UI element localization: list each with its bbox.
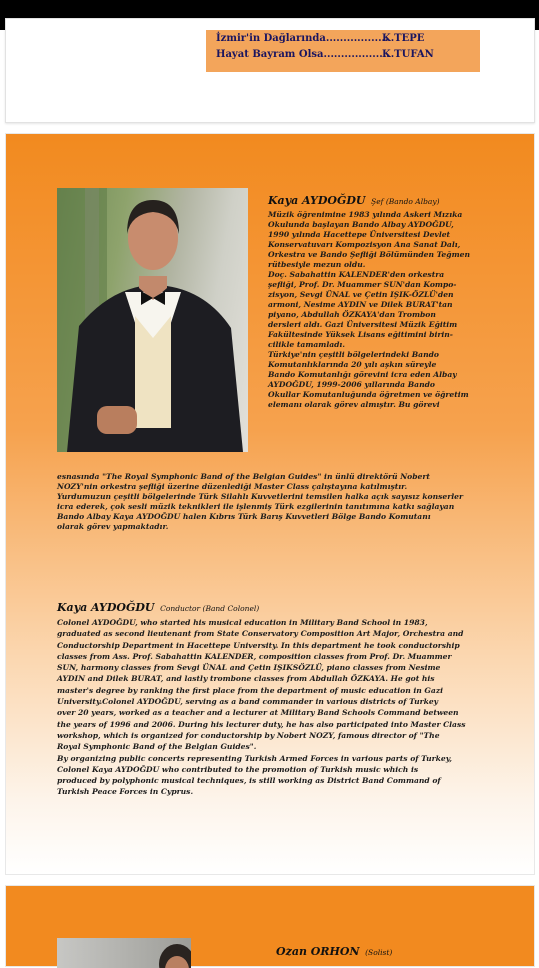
- text-line: produced by polyphonic musical techniques, is still working as District Band Command of: [57, 776, 441, 786]
- text-line: zisyon, Sevgi ÜNAL ve Çetin IŞIK-ÖZLÜ'den: [268, 290, 454, 299]
- text-line: By organizing public concerts representing Turkish Armed Forces in various parts of Turkey,: [57, 753, 453, 763]
- text-line: Yurdumuzun çeşitli bölgelerinde Türk Silahlı Kuvvetlerini temsilen halka açık sayısız konserler: [57, 492, 463, 501]
- text-line: Conductorship Department in Hacettepe University. In this department he took conductorship: [57, 640, 460, 650]
- program-title: İzmir'in Dağlarında..................: [216, 33, 389, 44]
- text-line: Müzik öğrenimine 1983 yılında Askeri Mızıka: [268, 210, 463, 219]
- text-line: graduated as second lieutenant from State Conservatory Composition Art Major, Orchestra and: [57, 629, 464, 639]
- text-line: esnasında "The Royal Symphonic Band of the Belgian Guides" in ünlü direktörü Nobert: [57, 472, 430, 481]
- program-title: Hayat Bayram Olsa...................: [216, 49, 390, 60]
- text-line: NOZY'nin orkestra şefliği üzerine düzenlediği Master Class çalıştayına katılmıştır.: [57, 482, 408, 491]
- bio-tr-name: Kaya AYDOĞDU: [268, 194, 366, 207]
- bio-en-header: [57, 596, 259, 615]
- text-line: Konservatuvarı Kompozisyon Ana Sanat Dalı,: [268, 240, 461, 249]
- text-line: piyano, Abdullah ÖZKAYA'dan Trombon: [268, 310, 436, 319]
- text-line: Orkestra ve Bando Şefliği Bölümünden Teğmen: [268, 250, 470, 259]
- program-item: [216, 49, 434, 60]
- text-line: University.Colonel AYDOĞDU, serving as a band commander in various districts of Turkey: [57, 697, 439, 707]
- text-line: Türkiye'nin çeşitli bölgelerindeki Bando: [268, 350, 439, 359]
- text-line: Colonel Kaya AYDOĞDU who contributed to the promotion of Turkish music which is: [57, 764, 419, 774]
- text-line: elemanı olarak görev almıştır. Bu görevi: [268, 400, 440, 409]
- text-line: rütbesiyle mezun oldu.: [268, 260, 366, 269]
- text-line: Bando Albay Kaya AYDOĞDU halen Kıbrıs Türk Barış Kuvvetleri Bölge Bando Komutanı: [57, 512, 431, 521]
- bio-tr-header: [268, 189, 440, 208]
- bio-tr-column-text: [268, 210, 480, 410]
- text-line: SUN, harmony classes from Sevgi ÜNAL and Çetin IŞIKSÖZLÜ, piano classes from Nesime: [57, 663, 441, 673]
- text-line: icra ederek, çok sesli müzik teknikleri ile işlenmiş Türk ezgilerinin tanıtımına katkı sağlayan: [57, 502, 455, 511]
- text-line: Colonel AYDOĞDU, who started his musical education in Military Band School in 1983,: [57, 618, 428, 627]
- text-line: Royal Symphonic Band of the Belgian Guides".: [57, 742, 257, 752]
- text-line: 1990 yılında Hacettepe Üniversitesi Devlet: [268, 230, 451, 239]
- text-line: Okulunda başlayan Bando Albay AYDOĞDU,: [268, 220, 454, 229]
- bio-tr-full-text: [57, 472, 480, 532]
- text-line: Doç. Sabahattin KALENDER'den orkestra: [268, 270, 445, 279]
- next-bio-role: (Solist): [365, 948, 393, 957]
- bio-en-name: Kaya AYDOĞDU: [57, 601, 155, 614]
- text-line: Fakültesinde Yüksek Lisans eğitimini birin-: [268, 330, 453, 339]
- text-line: armoni, Nesime AYDIN ve Dilek BURAT'tan: [268, 300, 453, 309]
- bio-en-role: Conductor (Band Colonel): [160, 604, 260, 613]
- text-line: the years of 1996 and 2006. During his lecturer duty, he has also participated into Master Class: [57, 719, 466, 729]
- soloist-photo: [57, 938, 191, 968]
- program-list: [206, 30, 480, 72]
- text-line: workshop, which is organized for conductorship by Nobert NOZY, famous director of "The: [57, 730, 440, 740]
- text-line: AYDOĞDU, 1999-2006 yıllarında Bando: [268, 380, 435, 389]
- text-line: Komutanlıklarında 20 yılı aşkın süreyle: [268, 360, 437, 369]
- text-line: AYDIN and Dilek BURAT, and lastly trombone classes from Abdullah ÖZKAYA. He got his: [57, 674, 435, 684]
- program-composer: K.TEPE: [382, 33, 425, 44]
- bio-tr-role: Şef (Bando Albay): [371, 197, 440, 206]
- text-line: şefliği, Prof. Dr. Muammer SUN'dan Kompo-: [268, 280, 457, 289]
- text-line: over 20 years, worked as a teacher and a lecturer at Military Band Schools Command between: [57, 708, 459, 718]
- text-line: olarak görev yapmaktadır.: [57, 522, 169, 531]
- next-bio-header: [276, 940, 392, 959]
- text-line: cilikle tamamladı.: [268, 340, 345, 349]
- bio-en-text: [57, 617, 483, 798]
- text-line: Okullar Komutanluğunda öğretmen ve öğretim: [268, 390, 469, 399]
- program-item: [216, 33, 424, 44]
- text-line: Bando Komutanlığı görevini icra eden Albay: [268, 370, 457, 379]
- program-composer: K.TUFAN: [382, 49, 434, 60]
- text-line: classes from Ass. Prof. Sabahattin KALENDER, composition classes from Prof. Dr. Muammer: [57, 651, 452, 661]
- next-bio-name: Ozan ORHON: [276, 945, 360, 958]
- text-line: Turkish Peace Forces in Cyprus.: [57, 787, 194, 797]
- text-line: dersleri aldı. Gazi Üniversitesi Müzik Eğitim: [268, 320, 458, 329]
- conductor-photo: [57, 188, 248, 452]
- text-line: master's degree by ranking the first place from the department of music education in Gazi: [57, 685, 444, 695]
